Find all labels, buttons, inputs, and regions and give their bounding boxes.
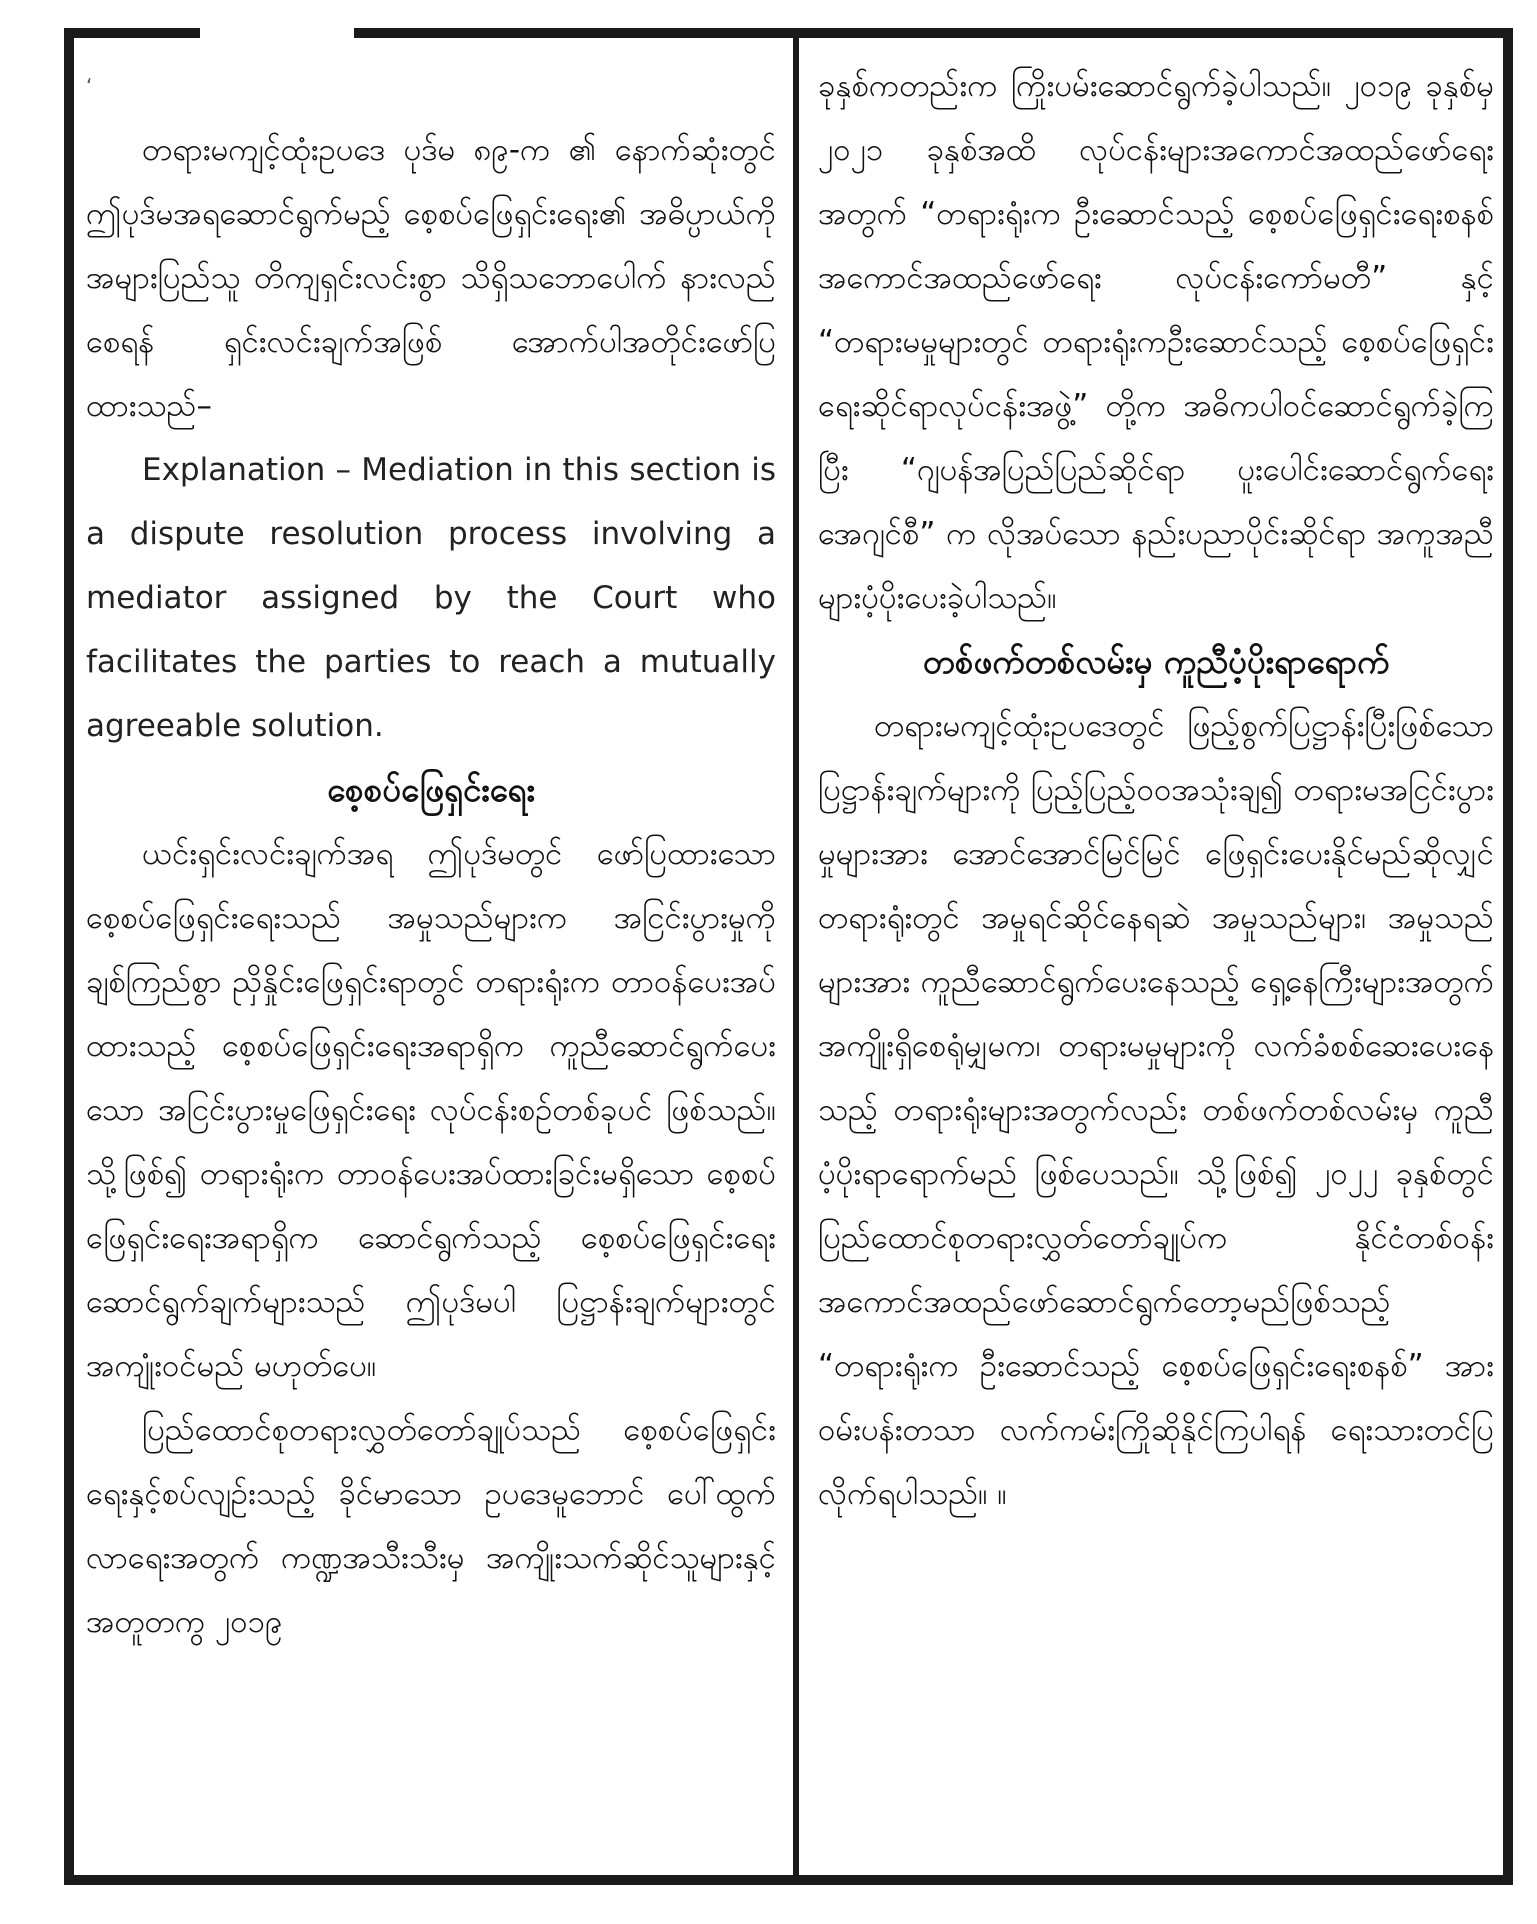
paragraph-explanation-english: Explanation – Mediation in this section is a dispute resolution process involving a mediator assigned by the Court who facilitates the parties to reach a mutually agreeable solution. [86,452,776,744]
top-border-left [64,28,200,38]
paragraph-conclusion: တရားမကျင့်ထုံးဥပဒေတွင် ဖြည့်စွက်ပြဋ္ဌာန်းပြီးဖြစ်သော ပြဋ္ဌာန်းချက်များကို ပြည့်ပြည့်ဝဝအသုံးချ၍ တရားမအငြင်းပွားမှုများအား အောင်အောင်မြင်မြင် ဖြေရှင်းပေးနိုင်မည်ဆိုလျှင် တရားရုံးတွင် အမှုရင်ဆိုင်နေရဆဲ အမှုသည်များ၊ အမှုသည်များအား ကူညီဆောင်ရွက်ပေးနေသည့် ရှေ့နေကြီးများအတွက် အကျိုးရှိစေရုံမျှမက၊ တရားမမှုများကို လက်ခံစစ်ဆေးပေးနေသည့် တရားရုံးများအတွက်လည်း တစ်ဖက်တစ်လမ်းမှ ကူညီပံ့ပိုးရာရောက်မည် ဖြစ်ပေသည်။ သို့ဖြစ်၍ ၂၀၂၂ ခုနှစ်တွင် ပြည်ထောင်စုတရားလွှတ်တော်ချုပ်က နိုင်ငံတစ်ဝန်း အကောင်အထည်ဖော်ဆောင်ရွက်တော့မည်ဖြစ်သည့် “တရားရုံးက ဦးဆောင်သည့် စေ့စပ်ဖြေရှင်းရေးစနစ်” အား ဝမ်းပန်းတသာ လက်ကမ်းကြိုဆိုနိုင်ကြပါရန် ရေးသားတင်ပြလိုက်ရပါသည်။ ။ [818,708,1494,1512]
paragraph-mediation-definition: ယင်းရှင်းလင်းချက်အရ ဤပုဒ်မတွင် ဖော်ပြထားသော စေ့စပ်ဖြေရှင်းရေးသည် အမှုသည်များက အငြင်းပွားမှုကို ချစ်ကြည်စွာ ညှိနှိုင်းဖြေရှင်းရာတွင် တရားရုံးက တာဝန်ပေးအပ်ထားသည့် စေ့စပ်ဖြေရှင်းရေးအရာရှိက ကူညီဆောင်ရွက်ပေးသော အငြင်းပွားမှုဖြေရှင်းရေး လုပ်ငန်းစဉ်တစ်ခုပင် ဖြစ်သည်။ သို့ဖြစ်၍ တရားရုံးက တာဝန်ပေးအပ်ထားခြင်းမရှိသော စေ့စပ်ဖြေရှင်းရေးအရာရှိက ဆောင်ရွက်သည့် စေ့စပ်ဖြေရှင်းရေးဆောင်ရွက်ချက်များသည် ဤပုဒ်မပါ ပြဋ္ဌာန်းချက်များတွင် အကျုံးဝင်မည် မဟုတ်ပေ။ [86,836,776,1384]
quote-mark: ‘ [86,74,93,98]
paragraph-committee-work: ခုနှစ်ကတည်းက ကြိုးပမ်းဆောင်ရွက်ခဲ့ပါသည်။ ၂၀၁၉ ခုနှစ်မှ ၂၀၂၁ ခုနှစ်အထိ လုပ်ငန်းများအကောင်အထည်ဖော်ရေးအတွက် “တရားရုံးက ဦးဆောင်သည့် စေ့စပ်ဖြေရှင်းရေးစနစ် အကောင်အထည်ဖော်ရေး လုပ်ငန်းကော်မတီ” နှင့် “တရားမမှုများတွင် တရားရုံးကဦးဆောင်သည့် စေ့စပ်ဖြေရှင်းရေးဆိုင်ရာလုပ်ငန်းအဖွဲ့” တို့က အဓိကပါဝင်ဆောင်ရွက်ခဲ့ကြပြီး “ဂျပန်အပြည်ပြည်ဆိုင်ရာ ပူးပေါင်းဆောင်ရွက်ရေးအေဂျင်စီ” က လိုအပ်သော နည်းပညာပိုင်းဆိုင်ရာ အကူအညီများပံ့ပိုးပေးခဲ့ပါသည်။ [818,68,1494,616]
paragraph-section-89a: တရားမကျင့်ထုံးဥပဒေ ပုဒ်မ ၈၉-က ၏ နောက်ဆုံးတွင် ဤပုဒ်မအရဆောင်ရွက်မည့် စေ့စပ်ဖြေရှင်းရေး၏ အဓိပ္ပာယ်ကို အများပြည်သူ တိကျရှင်းလင်းစွာ သိရှိသဘောပေါက် နားလည်စေရန် ရှင်းလင်းချက်အဖြစ် အောက်ပါအတိုင်းဖော်ပြထားသည်– [86,132,776,424]
column-divider [793,28,799,1885]
paragraph-supreme-court: ပြည်ထောင်စုတရားလွှတ်တော်ချုပ်သည် စေ့စပ်ဖြေရှင်းရေးနှင့်စပ်လျဉ်းသည့် ခိုင်မာသော ဥပဒေမူဘောင် ပေါ်ထွက်လာရေးအတွက် ကဏ္ဍအသီးသီးမှ အကျိုးသက်ဆိုင်သူများနှင့် အတူတကွ ၂၀၁၉ [86,1412,776,1640]
heading-mutual-support: တစ်ဖက်တစ်လမ်းမှ ကူညီပံ့ပိုးရာရောက် [922,642,1390,681]
heading-mediation: စေ့စပ်ဖြေရှင်းရေး [327,770,535,809]
left-column [86,54,776,1654]
right-column [818,54,1494,1526]
top-border-right [354,28,1513,38]
